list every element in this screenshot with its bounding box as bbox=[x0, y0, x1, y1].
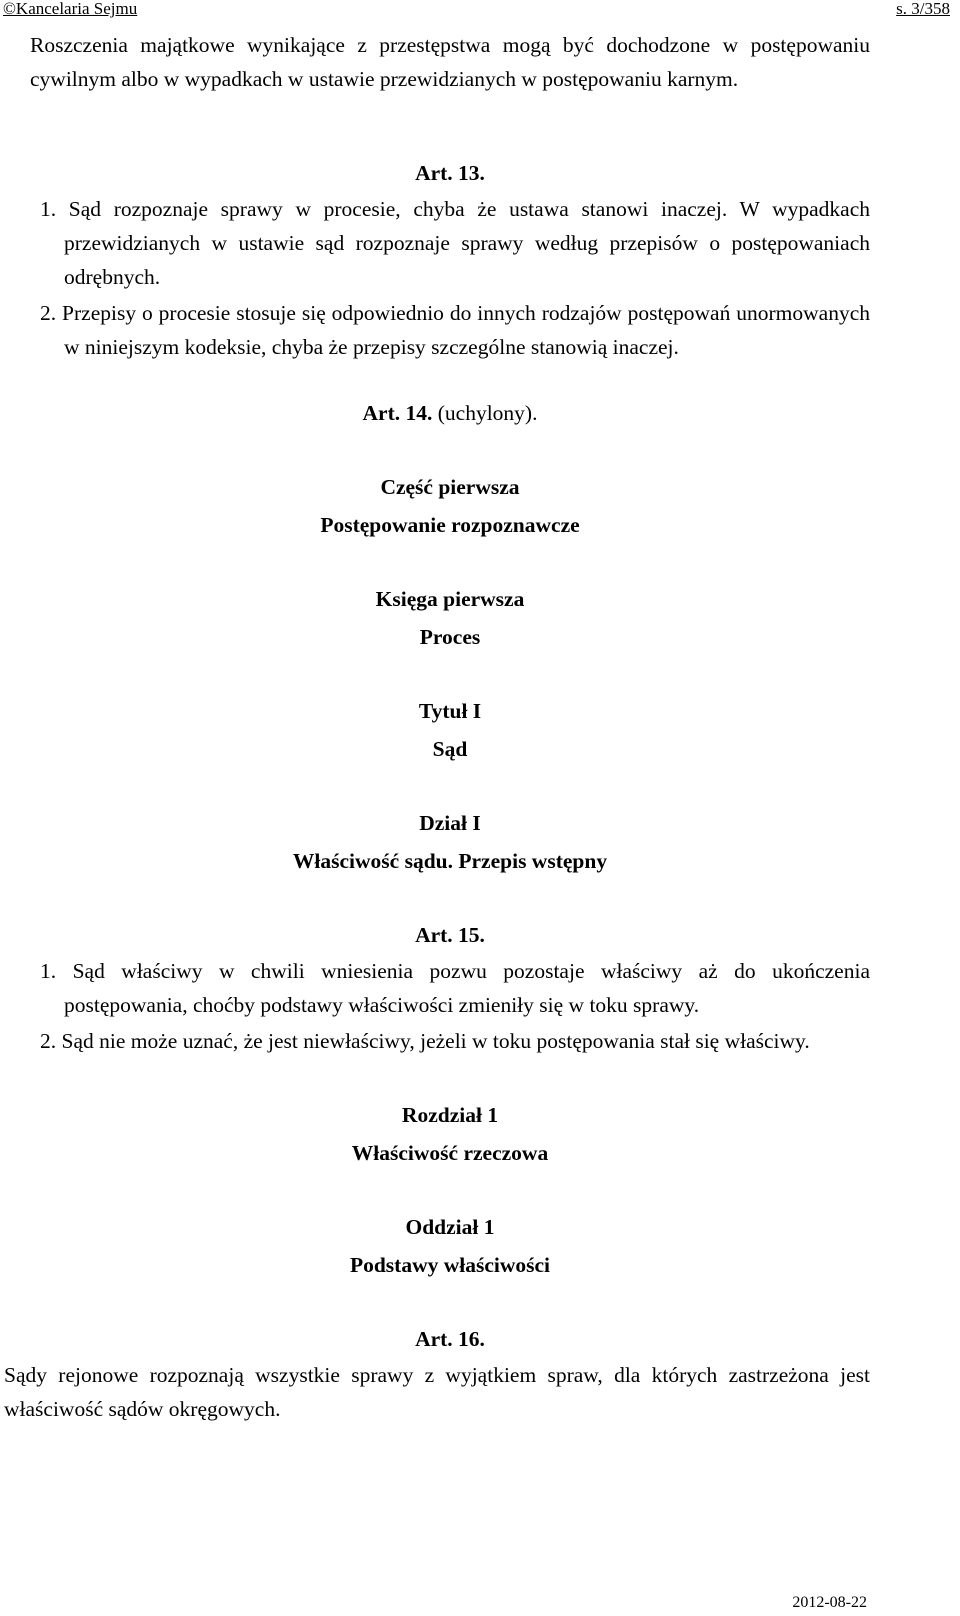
book-label: Księga pierwsza bbox=[375, 587, 525, 611]
publication-date: 2012-08-22 bbox=[792, 1594, 867, 1611]
part-label: Część pierwsza bbox=[380, 475, 520, 499]
art14-line bbox=[30, 396, 870, 430]
art16-title: Art. 16. bbox=[415, 1327, 485, 1351]
chapter-name: Właściwość rzeczowa bbox=[351, 1141, 549, 1165]
subdivision-name: Podstawy właściwości bbox=[349, 1253, 551, 1277]
chapter-label: Rozdział 1 bbox=[401, 1103, 499, 1127]
art15-title: Art. 15. bbox=[415, 923, 485, 947]
book-name: Proces bbox=[419, 625, 481, 649]
art13-section-1: 1. Sąd rozpoznaje sprawy w procesie, chyba że ustawa stanowi inaczej. W wypadkach przewidzianych w ustawie sąd rozpoznaje sprawy według przepisów o postępowaniach odrębnych. bbox=[40, 197, 870, 289]
publisher-link[interactable]: ©Kancelaria Sejmu bbox=[3, 0, 138, 18]
art16-text: Sądy rejonowe rozpoznają wszystkie sprawy z wyjątkiem spraw, dla których zastrzeżona jest właściwość sądów okręgowych. bbox=[4, 1363, 870, 1421]
subdivision-label: Oddział 1 bbox=[405, 1215, 495, 1239]
title-label: Tytuł I bbox=[418, 699, 482, 723]
art13-title: Art. 13. bbox=[415, 161, 485, 185]
intro-paragraph: Roszczenia majątkowe wynikające z przestępstwa mogą być dochodzone w postępowaniu cywilnym albo w wypadkach w ustawie przewidzianych w postępowaniu karnym. bbox=[30, 33, 870, 91]
division-label: Dział I bbox=[419, 811, 481, 835]
art14-title: Art. 14. bbox=[362, 401, 433, 425]
division-name: Właściwość sądu. Przepis wstępny bbox=[292, 849, 608, 873]
art15-section-1: 1. Sąd właściwy w chwili wniesienia pozwu pozostaje właściwy aż do ukończenia postępowania, choćby podstawy właściwości zmieniły się w toku sprawy. bbox=[40, 959, 870, 1017]
art13-section-2: 2. Przepisy o procesie stosuje się odpowiednio do innych rodzajów postępowań unormowanych w niniejszym kodeksie, chyba że przepisy szczególne stanowią inaczej. bbox=[40, 301, 870, 359]
art15-section-2: 2. Sąd nie może uznać, że jest niewłaściwy, jeżeli w toku postępowania stał się właściwy. bbox=[40, 1029, 810, 1053]
page-number[interactable]: s. 3/358 bbox=[896, 0, 950, 18]
title-name: Sąd bbox=[432, 737, 468, 761]
page-header bbox=[3, 0, 950, 20]
art14-note: (uchylony). bbox=[437, 401, 538, 425]
part-name: Postępowanie rozpoznawcze bbox=[320, 513, 580, 537]
document-body bbox=[4, 28, 870, 1426]
